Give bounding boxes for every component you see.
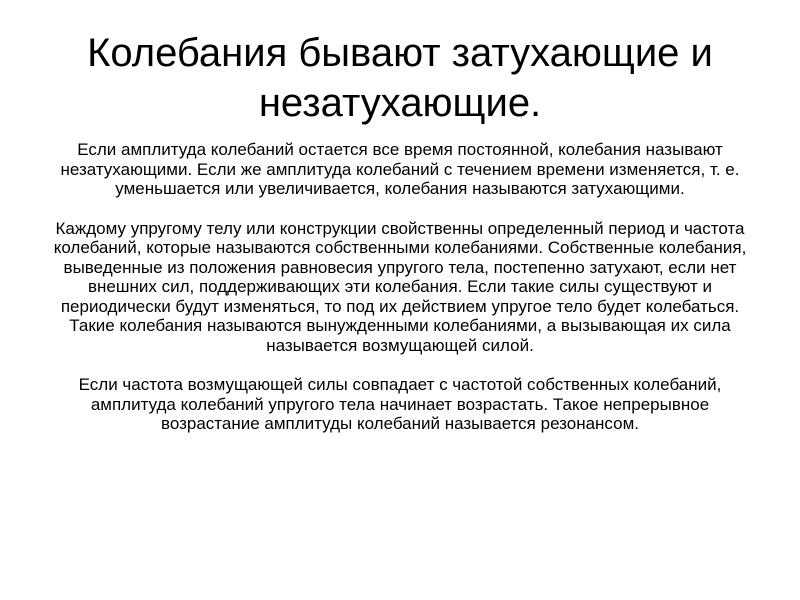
paragraph-undamped-oscillations: Если амплитуда колебаний остается все время постоянной, колебания называют незатухающими. Если же амплитуда колебаний с течением времени изменяется, т. е. уменьшается или увеличивается, колебания называются затухающими.	[60, 140, 740, 198]
paragraph-natural-and-forced-oscillations: Каждому упругому телу или конструкции свойственны определенный период и частота колебаний, которые называются собственными колебаниями. Собственные колебания, выведенные из положения равновесия упругого тела, постепенно затухают, если нет внешних сил, поддерживающих эти колебания. Если такие силы существуют и периодически будут изменяться, то под их действием упругое тело будет колебаться. Такие колебания называются вынужденными колебаниями, а вызывающая их сила называется возмущающей силой.	[53, 218, 747, 355]
slide-title: Колебания бывают затухающие и незатухающие.	[87, 31, 713, 125]
paragraph-resonance: Если частота возмущающей силы совпадает с частотой собственных колебаний, амплитуда колебаний упругого тела начинает возрастать. Такое непрерывное возрастание амплитуды колебаний называется резонансом.	[78, 375, 722, 433]
slide-body	[42, 140, 758, 454]
